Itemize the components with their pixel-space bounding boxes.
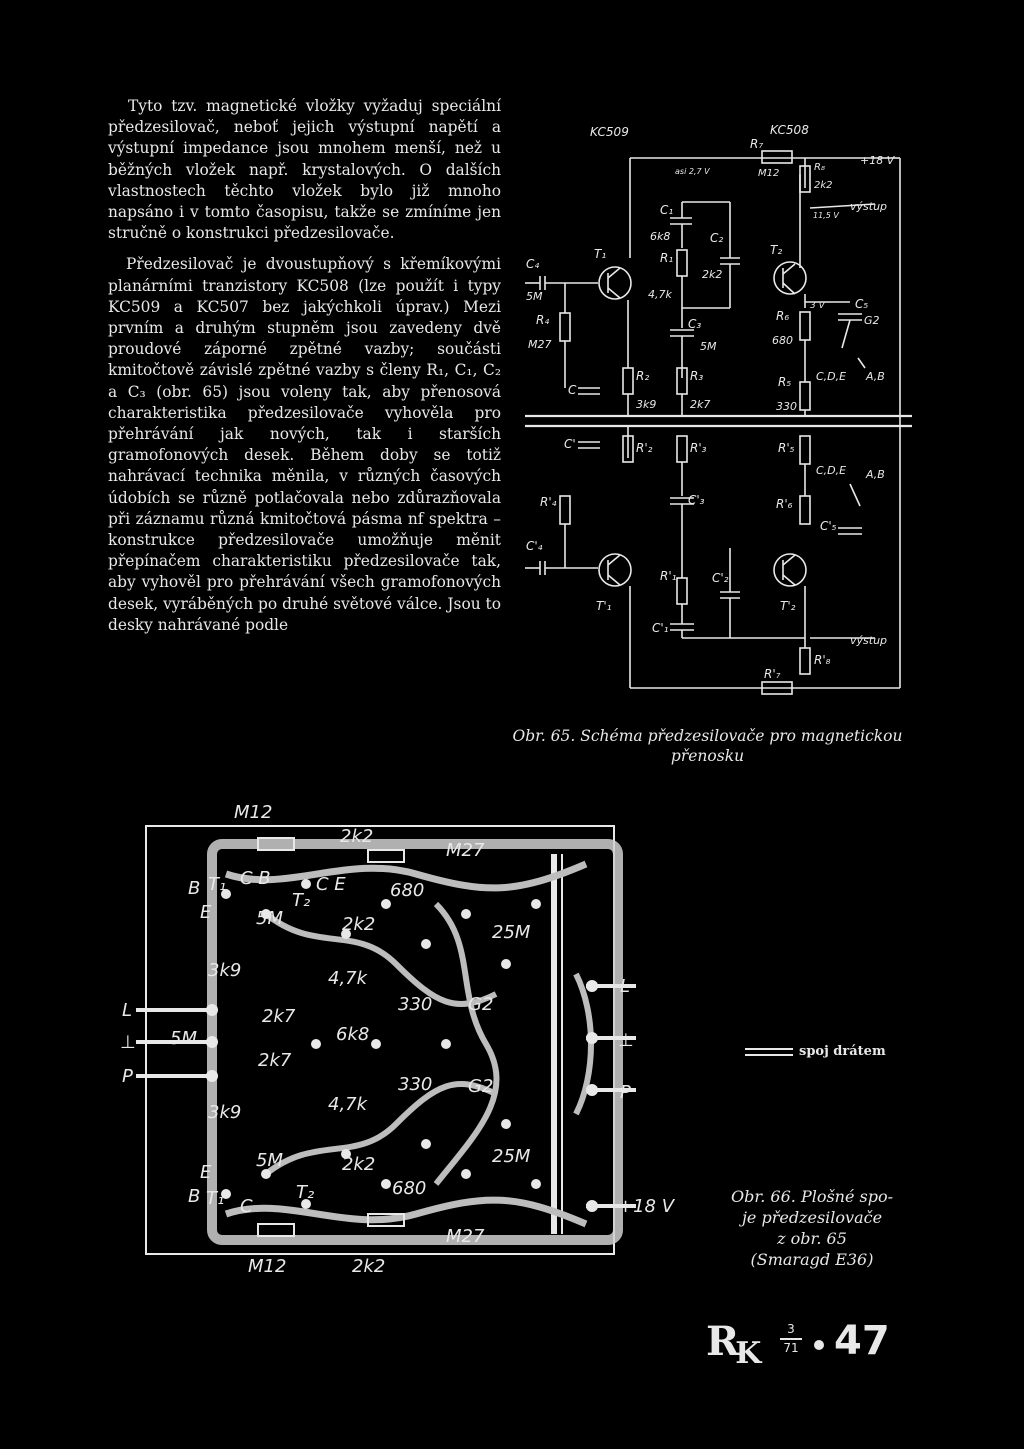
pcb-47k-a: 4,7k	[328, 968, 368, 989]
pcb-330-b: 330	[398, 1074, 433, 1095]
article-text	[108, 96, 501, 636]
r3p-label: R'₃	[690, 441, 707, 455]
pcb-2k2-bottom: 2k2	[352, 1256, 386, 1277]
pcb-2k7-a: 2k7	[262, 1006, 296, 1027]
caption-line-2: je předzesilovače	[741, 1208, 883, 1227]
r5p-label: R'₅	[778, 441, 795, 455]
pcb-2k7-b: 2k7	[258, 1050, 292, 1071]
t2-label: T₂	[770, 243, 783, 257]
pcb-b2: B	[188, 1186, 201, 1207]
pcb-2k2-a: 2k2	[342, 914, 376, 935]
pcb-m12-bottom: M12	[248, 1256, 287, 1277]
pcb-g2-a: G2	[468, 994, 494, 1015]
figure-65-schematic	[520, 118, 912, 718]
resistor-r2	[623, 368, 633, 394]
c4-value: 5M	[526, 290, 543, 303]
resistor-r5	[800, 382, 810, 410]
issue-year: 71	[783, 1341, 799, 1355]
issue-number: 3	[787, 1322, 795, 1336]
pcb-b1: B	[188, 878, 201, 899]
r5-label: R₅	[778, 375, 792, 389]
r8-value: 2k2	[814, 180, 833, 191]
cde-label-2: C,D,E	[816, 464, 847, 477]
paragraph-2: Předzesilovač je dvoustupňový s křemíkovými planárními tranzistory KC508 (lze použít i typy KC509 a KC507 bez jakýchkoli úprav.) Mezi prvním a druhým stupněm jsou zavedeny dvě proudové záporné zpětné vazby; součásti kmitočtově závislé zpětné vazby s členy R₁, C₁, C₂ a C₃ (obr. 65) jsou voleny tak, aby přenosová charakteristika předzesilovače vyhověla pro přehrávání jak nových, tak i starších gramofonových desek. Během doby se totiž nahrávací technika měnila, v různých časových údobích se různě potlačovala nebo zdůrazňovala při záznamu různá kmitočtová pásma nf spektra – konstrukce předzesilovače umožňuje měnit přepínačem charakteristiku předzesilovače tak, aby vyhověl pro přehrávání všech gramofonových desek, vyráběných po druhé světové válce. Jsou to desky nahrávané podle	[108, 255, 501, 634]
pcb-18v: +18 V	[618, 1196, 675, 1217]
pcb-25m-b: 25M	[492, 1146, 531, 1167]
pcb-c2: C	[240, 1196, 253, 1217]
g2-label: G2	[864, 314, 880, 327]
pcb-2k2-b: 2k2	[342, 1154, 376, 1175]
resistor-r3p	[677, 436, 687, 462]
wire-legend	[745, 1044, 945, 1068]
pcb-5m-a: 5M	[256, 908, 283, 929]
output-label-2: výstup	[850, 634, 888, 647]
cde-label: C,D,E	[816, 370, 847, 383]
voltage-115: 11,5 V	[813, 211, 839, 220]
r6-value: 680	[772, 334, 793, 347]
wire-legend-symbol	[745, 1048, 793, 1056]
pcb-g2-b: G2	[468, 1076, 494, 1097]
pcb-2k2-top: 2k2	[340, 826, 374, 847]
c1-value: 6k8	[650, 230, 671, 243]
pcb-e2: E	[200, 1162, 212, 1183]
c2p-label: C'₂	[712, 571, 729, 585]
r6-label: R₆	[776, 309, 790, 323]
page-footer	[706, 1318, 916, 1378]
caption-line-3: z obr. 65	[777, 1229, 847, 1248]
r7-value: M12	[758, 168, 780, 179]
r3-label: R₃	[690, 369, 704, 383]
pcb-6k8: 6k8	[336, 1024, 370, 1045]
pcb-e1: E	[200, 902, 212, 923]
ab-label: A,B	[866, 370, 885, 383]
pcb-cb: C B	[240, 868, 271, 889]
r2p-label: R'₂	[636, 441, 653, 455]
resistor-r8p	[800, 648, 810, 674]
c3-value: 5M	[700, 340, 717, 353]
wire-legend-text: spoj drátem	[799, 1044, 886, 1059]
r7p-label: R'₇	[764, 667, 781, 681]
r8p-label: R'₈	[814, 653, 831, 667]
pcb-ce: C E	[316, 874, 346, 895]
logo-k: K	[735, 1336, 758, 1371]
magazine-logo	[706, 1318, 757, 1371]
pcb-3k9-a: 3k9	[208, 960, 242, 981]
r1-value: 4,7k	[648, 288, 672, 301]
pcb-gnd-left: ⊥	[120, 1032, 136, 1053]
r8-label: R₈	[814, 162, 825, 173]
pcb-3k9-b: 3k9	[208, 1102, 242, 1123]
t2p-label: T'₂	[780, 599, 796, 613]
pcb-5m-b: 5M	[170, 1028, 197, 1049]
pcb-l-right: L	[620, 976, 631, 997]
voltage-asi: asi 2,7 V	[675, 167, 710, 176]
pcb-t2-b: T₂	[296, 1182, 315, 1203]
pcb-t2: T₂	[292, 890, 311, 911]
c2-label: C₂	[710, 231, 724, 245]
r3-value: 2k7	[690, 398, 711, 411]
r2-label: R₂	[636, 369, 650, 383]
resistor-r7	[762, 151, 792, 163]
c3p-label: C'₃	[688, 493, 705, 507]
c4p-label: C'₄	[526, 539, 543, 553]
t2-type: KC508	[770, 123, 809, 137]
figure-65-caption: Obr. 65. Schéma předzesilovače pro magnetickou přenosku	[512, 727, 903, 765]
pcb-m27-bottom: M27	[446, 1226, 485, 1247]
c-label: C	[568, 383, 577, 397]
t1p-label: T'₁	[596, 599, 612, 613]
r5-value: 330	[776, 400, 797, 413]
pcb-m12-top: M12	[234, 802, 273, 823]
resistor-r1p	[677, 578, 687, 604]
resistor-r6	[800, 312, 810, 340]
pcb-25m-a: 25M	[492, 922, 531, 943]
resistor-r1	[677, 250, 687, 276]
voltage-3v: 3 V	[810, 301, 825, 311]
c5p-label: C'₅	[820, 519, 837, 533]
pcb-m27-top: M27	[446, 840, 485, 861]
r4p-label: R'₄	[540, 495, 557, 509]
page-number: 47	[834, 1318, 890, 1364]
resistor-r4	[560, 313, 570, 341]
cp-label: C'	[564, 437, 576, 451]
resistor-r4p	[560, 496, 570, 524]
r7-label: R₇	[750, 137, 764, 151]
pcb-p-left: P	[122, 1066, 133, 1087]
pcb-l-left: L	[122, 1000, 133, 1021]
c1-label: C₁	[660, 203, 674, 217]
pcb-680-a: 680	[390, 880, 425, 901]
r2-value: 3k9	[636, 398, 657, 411]
r4-label: R₄	[536, 313, 550, 327]
issue-fraction	[780, 1322, 802, 1356]
ab-label-2: A,B	[866, 468, 885, 481]
caption-line-4: (Smaragd E36)	[750, 1250, 874, 1269]
pcb-gnd-right: ⊥	[618, 1030, 634, 1051]
logo-r: R	[706, 1318, 736, 1365]
r6p-label: R'₆	[776, 497, 793, 511]
bullet-dot	[814, 1340, 824, 1350]
t1-type: KC509	[590, 125, 629, 139]
pcb-p-right: P	[620, 1082, 631, 1103]
r4-value: M27	[528, 338, 552, 351]
figure-66-caption	[722, 1186, 902, 1270]
pcb-680-b: 680	[392, 1178, 427, 1199]
c3-label: C₃	[688, 317, 702, 331]
c1p-label: C'₁	[652, 621, 669, 635]
c5-label: C₅	[855, 297, 869, 311]
resistor-r6p	[800, 496, 810, 524]
figure-66-pcb	[116, 794, 696, 1294]
pcb-t1-b: T₁	[206, 1188, 225, 1209]
pcb-330-a: 330	[398, 994, 433, 1015]
output-label: výstup	[850, 200, 888, 213]
paragraph-1: Tyto tzv. magnetické vložky vyžaduj speciální předzesilovač, neboť jejich výstupní napětí a výstupní impedance jsou mnohem menší, než u běžných vložek např. krystalových. O dalších vlastnostech těchto vložek bylo již mnoho napsáno i v tomto časopisu, takže se zmíníme jen stručně o konstrukci předzesilovače.	[108, 97, 501, 243]
resistor-r5p	[800, 436, 810, 464]
pcb-5m-c: 5M	[256, 1150, 283, 1171]
c2-value: 2k2	[702, 268, 723, 281]
caption-line-1: Obr. 66. Plošné spo-	[730, 1187, 894, 1206]
pcb-47k-b: 4,7k	[328, 1094, 368, 1115]
c4-label: C₄	[526, 257, 540, 271]
r1p-label: R'₁	[660, 569, 677, 583]
t1-label: T₁	[594, 247, 607, 261]
r1-label: R₁	[660, 251, 674, 265]
pcb-t1: T₁	[208, 874, 227, 895]
supply-label: +18 V	[860, 154, 895, 167]
